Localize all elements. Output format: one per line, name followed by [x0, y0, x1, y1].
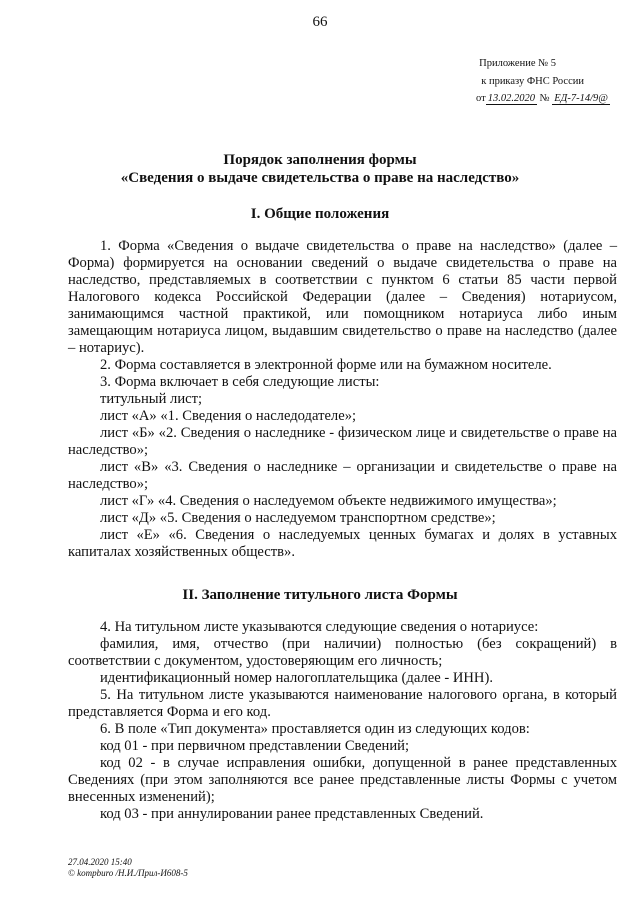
annex-order-reference: к приказу ФНС России: [481, 76, 584, 87]
paragraph: 4. На титульном листе указываются следующие сведения о нотариусе:: [100, 619, 539, 635]
page-number: 66: [312, 14, 328, 30]
list-item: лист «В» «3. Сведения о наследнике – организации и свидетельстве о праве на наследство»;: [68, 459, 617, 492]
annex-date-number: [476, 90, 610, 107]
section-1-heading: I. Общие положения: [250, 206, 390, 222]
list-item: лист «Г» «4. Сведения о наследуемом объекте недвижимого имущества»;: [100, 493, 557, 509]
list-item: титульный лист;: [100, 391, 203, 407]
list-item: лист «Д» «5. Сведения о наследуемом транспортном средстве»;: [100, 510, 496, 526]
section-1-body: [68, 238, 617, 561]
footer-file-path: © kompburo /Н.И./Прил-И608-5: [68, 868, 188, 878]
paragraph: код 01 - при первичном представлении Сведений;: [100, 738, 410, 754]
paragraph: 5. На титульном листе указываются наименование налогового органа, в который представляется Форма и его код.: [68, 687, 617, 720]
section-2-body: [68, 619, 617, 823]
annex-date-prefix: от: [476, 93, 486, 104]
paragraph: код 03 - при аннулировании ранее представленных Сведений.: [100, 806, 484, 822]
paragraph: 6. В поле «Тип документа» проставляется один из следующих кодов:: [100, 721, 530, 737]
annex-date: 13.02.2020: [487, 93, 535, 104]
list-item: лист «Е» «6. Сведения о наследуемых ценных бумагах и долях в уставных капиталах хозяйственных обществ».: [68, 527, 617, 560]
paragraph: 3. Форма включает в себя следующие листы:: [100, 374, 380, 390]
annex-title: Приложение № 5: [479, 58, 556, 69]
section-2-heading: II. Заполнение титульного листа Формы: [182, 587, 458, 603]
list-item: лист «А» «1. Сведения о наследодателе»;: [100, 408, 357, 424]
paragraph: фамилия, имя, отчество (при наличии) полностью (без сокращений) в соответствии с документом, удостоверяющим его личность;: [68, 636, 617, 669]
paragraph: 2. Форма составляется в электронной форме или на бумажном носителе.: [100, 357, 552, 373]
document-title-line-1: Порядок заполнения формы: [223, 152, 417, 168]
document-title-line-2: «Сведения о выдаче свидетельства о праве на наследство»: [120, 170, 520, 186]
annex-number-prefix: №: [539, 93, 550, 104]
paragraph: 1. Форма «Сведения о выдаче свидетельства о праве на наследство» (далее – Форма) формируется на основании сведений о выдаче свидетельства о праве на наследство, представляемых в соответствии с пунктом 6 статьи 85 части первой Налогового кодекса Российской Федерации (далее – Сведения) нотариусом, занимающимся частной практикой, или помощником нотариуса либо иным замещающим нотариуса лицом, выдавшим свидетельство о праве на наследство (далее – нотариус).: [68, 238, 617, 356]
footer-timestamp: 27.04.2020 15:40: [68, 857, 132, 867]
list-item: лист «Б» «2. Сведения о наследнике - физическом лице и свидетельстве о праве на наследство»;: [68, 425, 617, 458]
paragraph: идентификационный номер налогоплательщика (далее - ИНН).: [100, 670, 493, 686]
paragraph: код 02 - в случае исправления ошибки, допущенной в ранее представленных Сведениях (при этом заполняются все ранее представленные листы Формы с учетом внесенных изменений);: [68, 755, 617, 805]
annex-number: ЕД-7-14/9@: [554, 93, 608, 104]
